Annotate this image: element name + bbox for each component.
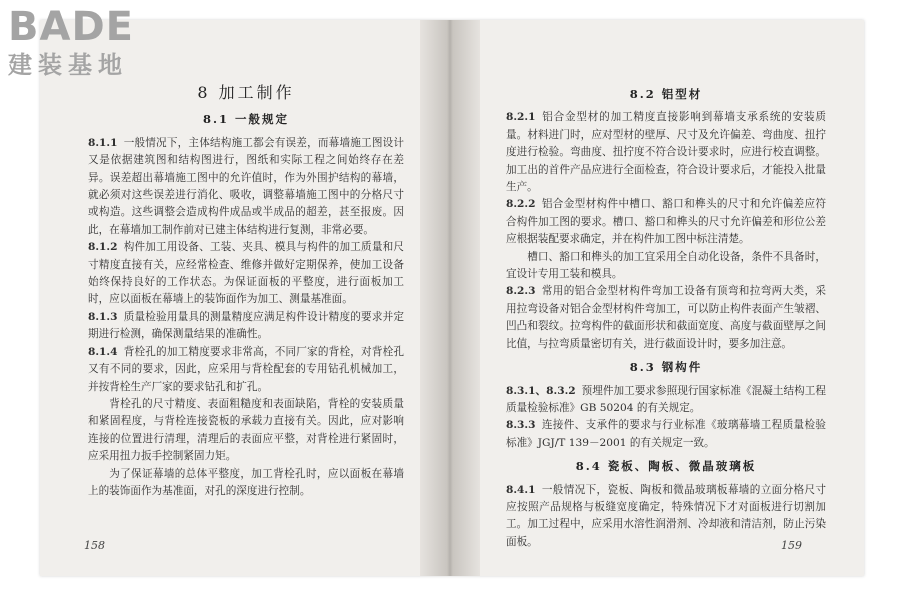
clause-number: 8.1.2	[88, 241, 118, 254]
clause-paragraph	[88, 344, 404, 396]
clause-text: 一般情况下，瓷板、陶板和微晶玻璃板幕墙的立面分格尺寸应按照产品规格与板缝宽度确定，特殊情况下才对面板进行切割加工。加工过程中，应采用水溶性润滑剂、冷却液和清洁剂，防止污染面板。	[506, 483, 826, 548]
clause-text: 铝合金型材的加工精度直接影响到幕墙支承系统的安装质量。材料进门时，应对型材的壁厚、尺寸及允许偏差、弯曲度、扭拧度进行检验。弯曲度、扭拧度不符合设计要求时，应进行校直调整。加工出的首件产品应进行全面检查，符合设计要求后，才能投入批量生产。	[506, 111, 826, 194]
chapter-title: 8 加工制作	[197, 83, 295, 102]
clause-paragraph	[506, 196, 826, 248]
section-title: 8.4 瓷板、陶板、微晶玻璃板	[575, 459, 757, 474]
clause-number: 8.2.3	[506, 285, 536, 298]
clause-text: 连接件、支承件的要求与行业标准《玻璃幕墙工程质量检验标准》JGJ/T 139－2001 的有关规定一致。	[506, 419, 826, 449]
clause-number: 8.2.1	[506, 111, 536, 124]
clause-paragraph	[506, 383, 826, 418]
clause-number: 8.1.4	[88, 345, 118, 358]
clause-paragraph	[506, 482, 826, 552]
book-gutter	[420, 20, 480, 576]
page-number-left: 158	[84, 539, 105, 552]
clause-text: 铝合金型材构件中槽口、豁口和榫头的尺寸和允许偏差应符合构件加工图的要求。槽口、豁口和榫头的尺寸允许偏差和形位公差应根据装配要求确定，并在构件加工图中标注清楚。	[506, 198, 826, 246]
left-page	[40, 20, 432, 576]
section-title: 8.3 钢构件	[629, 360, 703, 375]
logo-text-bade: BADE	[8, 4, 134, 50]
clause-paragraph	[88, 135, 404, 239]
clause-paragraph	[506, 109, 826, 196]
section-title: 8.1 一般规定	[202, 112, 289, 127]
page-number-right: 159	[781, 539, 802, 552]
left-page-content	[88, 84, 404, 500]
logo-text-chinese: 建装基地	[8, 51, 128, 79]
continuation-paragraph: 为了保证幕墙的总体平整度，加工背栓孔时，应以面板在幕墙上的装饰面作为基准面，对孔的深度进行控制。	[88, 467, 404, 497]
continuation-paragraph: 背栓孔的尺寸精度、表面粗糙度和表面缺陷，背栓的安装质量和紧固程度，与背栓连接瓷板的承载力直接有关。因此，应对影响连接的位置进行清理，清理后的表面应平整，对背栓进行紧固时，应采用扭力扳手控制紧固力矩。	[88, 397, 404, 463]
right-page	[470, 20, 864, 576]
clause-number: 8.4.1	[506, 483, 536, 496]
clause-number: 8.1.3	[88, 310, 118, 323]
clause-text: 构件加工用设备、工装、夹具、模具与构件的加工质量和尺寸精度直接有关，应经常检查、维修并做好定期保养，使加工设备始终保持良好的工作状态。为保证面板的平整度，进行面板加工时，应以面板在幕墙上的装饰面作为加工、测量基准面。	[88, 241, 404, 306]
clause-text: 常用的铝合金型材构件弯加工设备有顶弯和拉弯两大类，采用拉弯设备对铝合金型材构件弯加工，可以防止构件表面产生皱褶、凹凸和裂纹。拉弯构件的截面形状和截面宽度、高度与截面壁厚之间比值，与拉弯质量密切有关，进行截面设计时，要多加注意。	[506, 285, 826, 350]
clause-text: 一般情况下，主体结构施工都会有误差，而幕墙施工图设计又是依据建筑图和结构图进行，图纸和实际工程之间始终存在差异。误差超出幕墙施工图中的允许值时，作为外围护结构的幕墙，就必须对这些误差进行消化、吸收，调整幕墙施工图中的分格尺寸或构造。这些调整会造成构件成品或半成品的超差，甚至报废。因此，在幕墙加工制作前对已建主体结构进行复测，非常必要。	[88, 136, 404, 236]
continuation-paragraph: 槽口、豁口和榫头的加工宜采用全自动化设备，条件不具备时，宜设计专用工装和模具。	[506, 250, 826, 281]
clause-paragraph	[506, 417, 826, 452]
right-page-content	[506, 80, 826, 551]
clause-paragraph	[88, 309, 404, 344]
section-title: 8.2 铝型材	[629, 87, 703, 101]
clause-number: 8.3.1、8.3.2	[506, 384, 576, 397]
clause-text: 质量检验用量具的测量精度应满足构件设计精度的要求并定期进行检测，确保测量结果的准确性。	[88, 310, 404, 341]
watermark-logo	[8, 4, 178, 86]
clause-text: 预埋件加工要求参照现行国家标准《混凝土结构工程质量检验标准》GB 50204 的有关规定。	[506, 384, 826, 414]
clause-paragraph	[88, 239, 404, 309]
clause-paragraph	[506, 283, 826, 353]
clause-number: 8.3.3	[506, 419, 536, 432]
clause-text: 背栓孔的加工精度要求非常高，不同厂家的背栓，对背栓孔又有不同的要求，因此，应采用与背栓配套的专用钻孔机械加工，并按背栓生产厂家的要求钻孔和扩孔。	[88, 345, 404, 393]
clause-number: 8.2.2	[506, 198, 536, 211]
clause-number: 8.1.1	[88, 136, 118, 149]
